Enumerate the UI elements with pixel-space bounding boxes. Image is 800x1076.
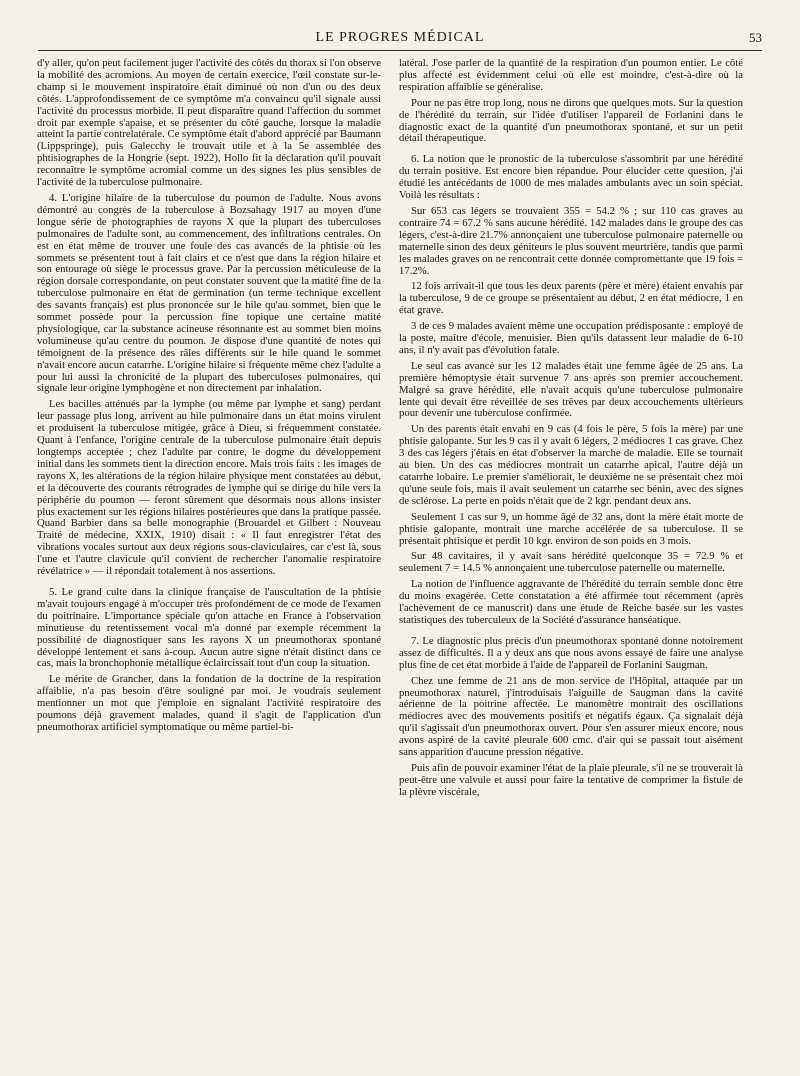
paragraph: Sur 48 cavitaires, il y avait sans hérédité quelconque 35 = 72.9 % et seulement 7 = 14.5 % annonçaient une tuberculose paternelle ou maternelle. (399, 550, 743, 575)
header-rule (38, 50, 762, 51)
paragraph: Le mérite de Grancher, dans la fondation de la doctrine de la respiration affaiblie, n'a pas besoin d'être souligné par moi. Je voudrais seulement mentionner un mot que j'emploie en signalant l'activité respiratoire des poumons déjà gravement malades, quand il s'agit de l'application d'un pneumothorax artificiel symptomatique ou même partiel-bi- (37, 673, 381, 733)
paragraph: 7. Le diagnostic plus précis d'un pneumothorax spontané donne notoirement assez de difficultés. Il a y deux ans que nous avons essayé de faire une analyse plus fine de cet état morbide à l'aide de l'appareil de Forlanini Saugman. (399, 634, 743, 671)
paragraph: Pour ne pas être trop long, nous ne dirons que quelques mots. Sur la question de l'hérédité du terrain, sur l'idée d'utiliser l'appareil de Forlanini dans le diagnostic exact de la quantité d'un pneumothorax spontané, et sur un petit détail thérapeutique. (399, 96, 743, 145)
paragraph: 5. Le grand culte dans la clinique française de l'auscultation de la phtisie m'avait toujours engagé à m'occuper très profondément de ce mode de l'examen du poitrinaire. L'importance spéciale qu'on attache en France à l'observation minutieuse du retentissement vocal m'a donné par exemple récemment la possibilité de diagnostiquer sans les rayons X un pneumothorax spontané développé lentement et sans à-coup. Aucun autre signe n'était distinct dans ce cas, mais la bronchophonie métallique éclaircissait tout d'un coup la situation. (37, 585, 381, 670)
paragraph: Puis afin de pouvoir examiner l'état de la plaie pleurale, s'il ne se trouverait là peut-être une valvule et aussi pour faire la tentative de comprimer la fistule de la plèvre viscérale, (399, 761, 743, 798)
paragraph: Un des parents était envahi en 9 cas (4 fois le père, 5 fois la mère) par une phtisie galopante. Sur les 9 cas il y avait 6 légers, 2 médiocres 1 cas grave. Chez 3 des cas légers j'étais en état d'observer la marche de maladie. Elle se tournait au bien. Un des cas médiocres montrait un catarrhe apical, l'autre déjà un catarrhe lobaire. Le premier s'améliorait, le deuxième ne se présentait chez moi qu'une seule fois, mais il avait seulement un catarrhe sec bénin, avec des signes de sclérose. La perte en poids n'était que de 2 kgr. pendant deux ans. (399, 423, 743, 507)
paragraph: 3 de ces 9 malades avaient même une occupation prédisposante : employé de la poste, maître d'école, menuisier. Bien qu'ils datassent leur maladie de 6-10 ans, il n'y avait pas d'évolution fatale. (399, 320, 743, 356)
paragraph: 4. L'origine hilaire de la tuberculose du poumon de l'adulte. Nous avons démontré au congrès de la tuberculose à Bozsahagy 1917 au moyen d'une longue série de photographies de rayons X que la plupart des tuberculoses pulmonaires de l'adulte sont, au commencement, des infiltrations centrales. On est en état même de trouver une foule des cas avancés de la phtisie où les sommets se présentent tout à fait clairs et ce n'est que dans la région hilaire et son entourage où siège le processus grave. Par la percussion méticuleuse de la région dorsale correspondante, on peut constater souvent que la matité fine de la tuberculose pulmonaire en état de germination (un terme technique excellent des savants français) est plus prononcée sur le hile qu'au sommet, bien que le sommet possède pour la percussion fine topique une certaine matité physiologique, car la substance acineuse résonnante est au sommet bien moins volumineuse qu'au centre du poumon. Je dispose d'une quantité de notes qui témoignent de la présence des râles différents sur le hile quand le sommet n'avait encore aucun catarrhe. L'origine hilaire si fréquente même chez l'adulte a pour lui aussi la chronicité de la plupart des tuberculoses pulmonaires, qui signale leur origine lymphogène et non directement par inhalation. (37, 191, 381, 395)
paragraph: 6. La notion que le pronostic de la tuberculose s'assombrit par une hérédité du terrain positive. Est encore bien répandue. Pour élucider cette question, j'ai étudié les antécédants de 1000 de mes malades ambulants avec un soin spéciat. Voilà les résultats : (399, 153, 743, 202)
journal-title: LE PROGRES MÉDICAL (315, 30, 485, 45)
paragraph: d'y aller, qu'on peut facilement juger l'activité des côtés du thorax si l'on observe la mobilité des acromions. Au moyen de certain exercice, l'œil constate sur-le-champ si le mouvement inspiratoire était diminué où non d'un ou des deux côtés. L'approfondissement de ce symptôme m'a convaincu qu'il signale aussi l'activité du processus morbide. Il peut disparaître quand l'affection du sommet droit par exemple s'apaise, et se présenter du côté gauche, lorsque la maladie atteint la partie contrelatérale. Ce symptôme était d'abord apprécié par Baumann (Lippspringe), puis Galecchy le trouvait utile et à la 5e assemblée des phtisiographes de la Hongrie (sept. 1922), Hollo fit la déclaration qu'il pouvait reconnaître le symptôme acromial comme un des signes les plus sensibles de l'activité de la tuberculose pulmonaire. (37, 58, 381, 189)
paragraph: Sur 653 cas légers se trouvaient 355 = 54.2 % ; sur 110 cas graves au contraire 74 = 67.2 % sans aucune hérédité. 142 malades dans le groupe des cas légers, c'est-à-dire 21.7% annonçaient une tuberculose pulmonaire paternelle ou maternelle sinon des deux géniteurs le plus souvent meurtrière, tandis que parmi les malades graves on ne rencontrait cette donnée compromettante que 19 fois = 17.2%. (399, 204, 743, 277)
paragraph: Les bacilles atténués par la lymphe (ou même par lymphe et sang) perdant leur passage plus long, arrivent au hile pulmonaire dans un état moins virulent et produisent la tuberculose mitigée, grâce à Dieu, si fréquemment constatée. Quant à l'enfance, l'origine centrale de la tuberculose pulmonaire était depuis longtemps acceptée ; chez l'adulte par contre, le dogme du développement initial dans les sommets tient la direction encore. Mais trois faits : les images de rayons X, les altérations de la région hilaire physique ment constatées au début, et la découverte des courants rétrogrades de lymphe qui se dirige du hile vers la périphérie du poumon — feront sûrement que désormais nous allons insister plus exactement sur les régions hilaires postérieures que dans la pratique passée. Quand Barbier dans sa belle monographie (Brouardel et Gilbert : Nouveau Traité de médecine, XXIX, 1910) disait : « Il faut enregistrer l'état des vibrations vocales surtout aux deux régions sous-claviculaires, car c'est là, sous l'une et l'autre clavicule qu'il convient de rechercher l'anomalie respiratoire révélatrice » — il répondait totalement à nos assertions. (37, 398, 381, 578)
paragraph: Seulement 1 cas sur 9, un homme âgé de 32 ans, dont la mère était morte de phtisie galopante, montrait une marche accélérée de sa tuberculose. Il se présentait phtisique et perdit 10 kgr. environ de son poids en 3 mois. (399, 510, 743, 547)
paragraph: Chez une femme de 21 ans de mon service de l'Hôpital, attaquée par un pneumothorax naturel, j'introduisais l'aiguille de Saugman dans la cavité aérienne de la poitrine affectée. Le manomètre montrait des oscillations médiocres avec des mouvements positifs et négatifs égaux. Ça signalait déjà qu'il s'agissait d'un pneumothorax ouvert. Pour s'en assurer mieux encore, nous avons aspiré de la cavité pleurale 600 cmc. d'air qui se passait tout aisément sans apparition d'aucune pression négative. (399, 674, 743, 759)
right-column (399, 58, 743, 1068)
page-number: 53 (749, 30, 762, 45)
paragraph: latéral. J'ose parler de la quantité de la respiration d'un poumon entier. Le côté plus affecté est évidemment celui où elle est moindre, c'est-à-dire où la respiration affaiblie se généralise. (399, 58, 743, 93)
left-column (37, 58, 381, 1068)
paragraph: Le seul cas avancé sur les 12 malades était une femme âgée de 25 ans. La première hémoptysie était survenue 7 ans après son premier accouchement. Malgré sa grave hérédité, elle n'avait acquis qu'une tuberculose pulmonaire lente qui devait être réveillée de ses trêves par deux accouchements ultérieurs pour devenir une tuberculose confirmée. (399, 359, 743, 420)
running-header (38, 30, 762, 46)
paragraph: 12 fois arrivait-il que tous les deux parents (père et mère) étaient envahis par la tuberculose, 9 de ce groupe se présentaient au début, 2 en état médiocre, 1 en état grave. (399, 280, 743, 317)
paragraph: La notion de l'influence aggravante de l'hérédité du terrain semble donc être du moins exagérée. Cette constatation a été affirmée tout récemment (après l'achèvement de ce manuscrit) dans une étude de Reiche basée sur les vastes statistiques des tuberculeux de la Société d'assurance hanséatique. (399, 578, 743, 626)
